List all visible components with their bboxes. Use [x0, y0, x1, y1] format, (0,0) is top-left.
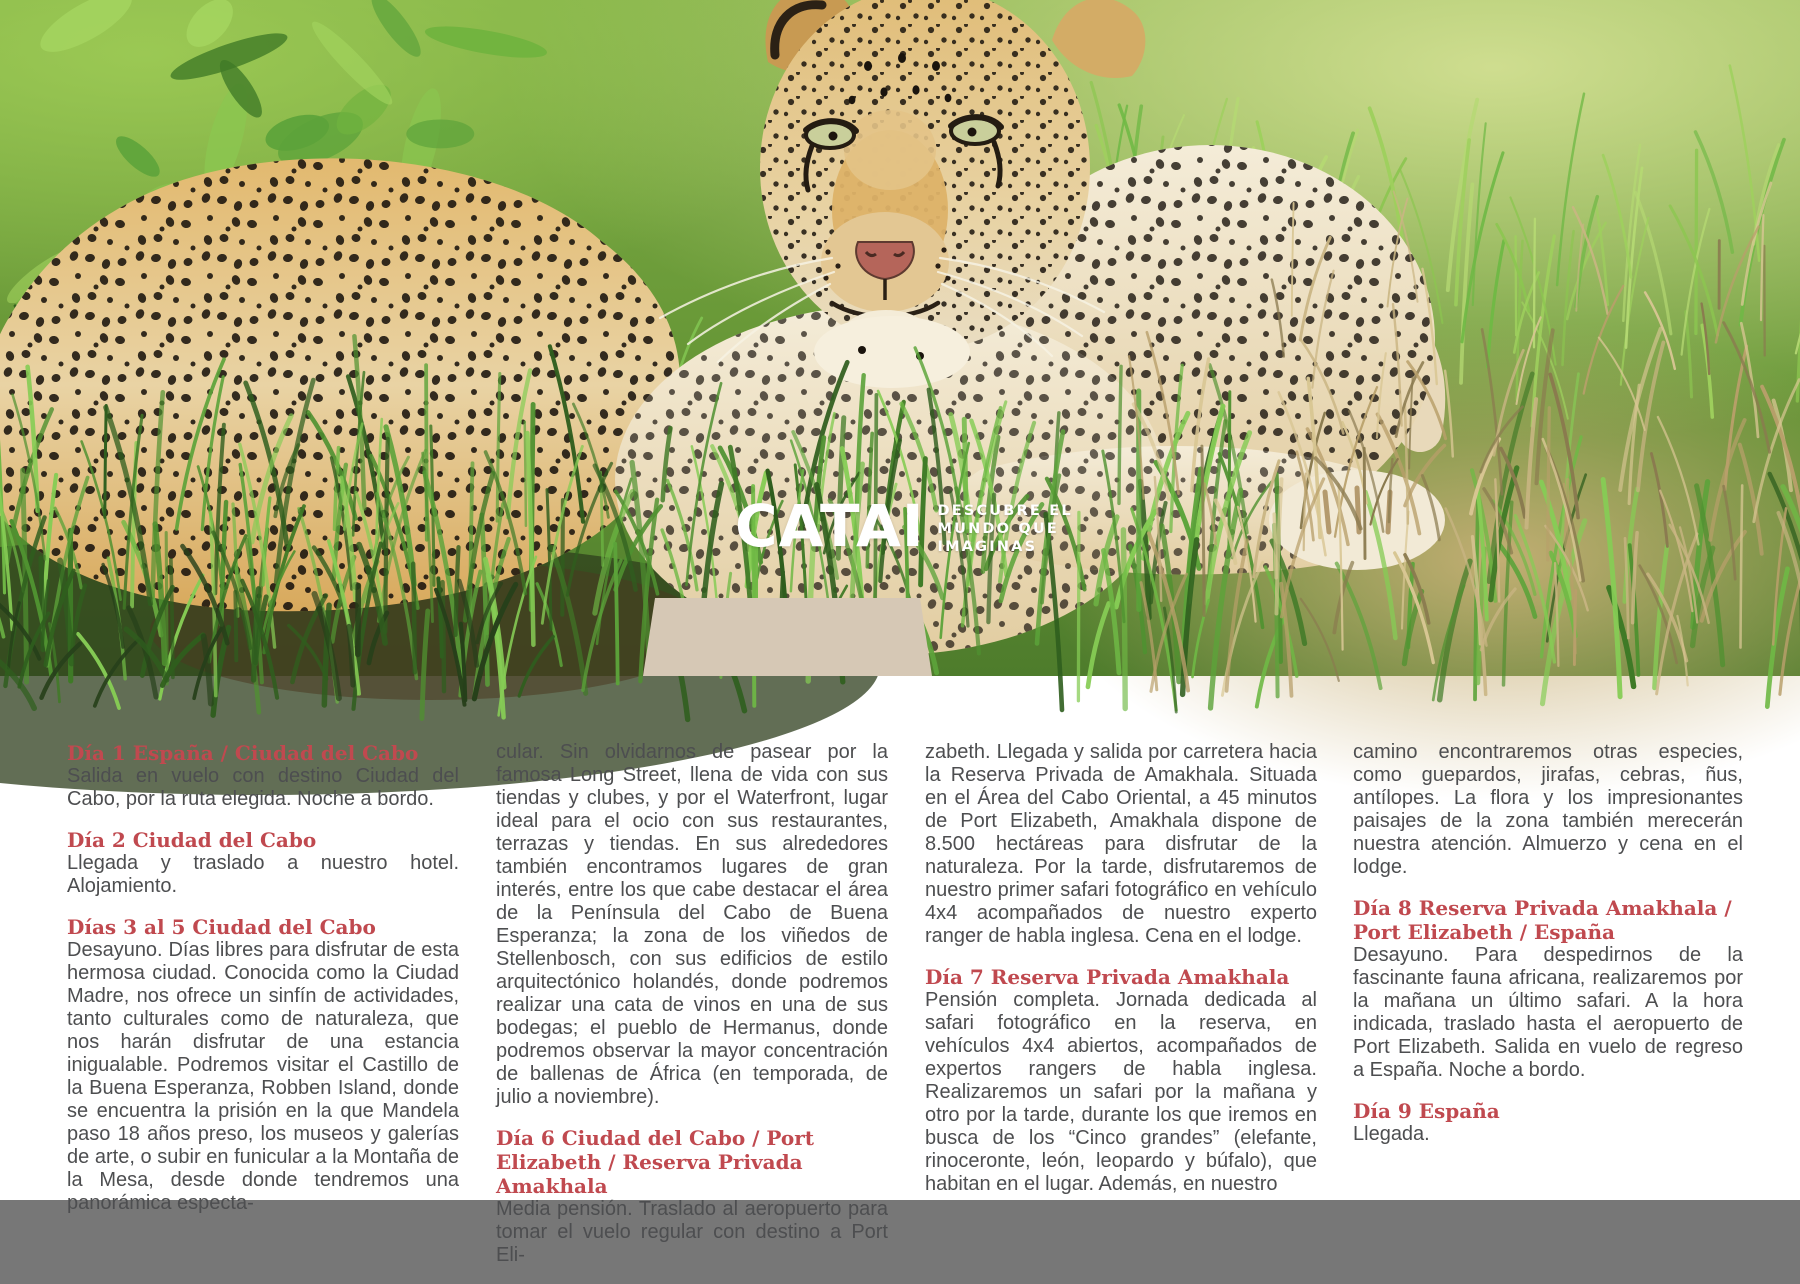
itinerary-column-3	[925, 741, 1317, 1213]
day-block	[67, 741, 459, 811]
day-block	[496, 741, 888, 1109]
day-heading: Día 9 España	[1353, 1099, 1500, 1123]
day-block	[1353, 741, 1743, 879]
day-paragraph: Pensión completa. Jornada dedicada al safari fotográfico en la reserva, en vehículos 4x4 abiertos, acompañados de expertos rangers de habla inglesa. Realizaremos un safari por la mañana y otro por la tarde, durante los que iremos en busca de los “Cinco grandes” (elefante, rinoceronte, león, leopardo y búfalo), que habitan en el lugar. Además, en nuestro	[925, 989, 1317, 1195]
itinerary-column-2	[496, 741, 888, 1284]
day-paragraph: cular. Sin olvidarnos de pasear por la famosa Long Street, llena de vida con sus tiendas y clubes, y por el Waterfront, lugar ideal para el ocio con sus restaurantes, terrazas y tiendas. En sus alrededores también encontramos lugares de gran interés, entre los que cabe destacar el área de la Península del Cabo de Buena Esperanza; la zona de los viñedos de Stellenbosch, con sus edificios de estilo arquitectónico holandés, donde podremos realizar una cata de vinos en una de sus bodegas; el pueblo de Hermanus, donde podremos observar la mayor concentración de ballenas de África (en temporada, de julio a noviembre).	[496, 741, 888, 1108]
day-paragraph: Salida en vuelo con destino Ciudad del Cabo, por la ruta elegida. Noche a bordo.	[67, 765, 459, 810]
day-paragraph: Media pensión. Traslado al aeropuerto para tomar el vuelo regular con destino a Port Eli-	[496, 1198, 888, 1266]
day-heading: Día 7 Reserva Privada Amakhala	[925, 965, 1290, 989]
day-paragraph: Desayuno. Para despedirnos de la fascinante fauna africana, realizaremos por la mañana un último safari. A la hora indicada, traslado hasta el aeropuerto de Port Elizabeth. Salida en vuelo de regreso a España. Noche a bordo.	[1353, 944, 1743, 1081]
day-paragraph: zabeth. Llegada y salida por carretera hacia la Reserva Privada de Amakhala. Situada en el Área del Cabo Oriental, a 45 minutos de Port Elizabeth, Amakhala dispone de 8.500 hectáreas para disfrutar de la naturaleza. Por la tarde, disfrutaremos de nuestro primer safari fotográfico en vehículo 4x4 acompañados de nuestro experto ranger de habla inglesa. Cena en el lodge.	[925, 741, 1317, 947]
day-heading: Día 8 Reserva Privada Amakhala / Port Elizabeth / España	[1353, 896, 1732, 944]
day-heading: Día 1 España / Ciudad del Cabo	[67, 741, 419, 765]
day-block	[1353, 1099, 1743, 1146]
day-block	[925, 965, 1317, 1196]
tagline-line-1: DESCUBRE EL	[937, 503, 1073, 519]
day-paragraph: camino encontraremos otras especies, como guepardos, jirafas, cebras, ñus, antílopes. La flora y los impresionantes paisajes de la zona también merecerán nuestra atención. Almuerzo y cena en el lodge.	[1353, 741, 1743, 878]
day-paragraph: Desayuno. Días libres para disfrutar de esta hermosa ciudad. Conocida como la Ciudad Madre, nos ofrece un sinfín de actividades, tanto culturales como de naturaleza, que nos harán disfrutar de una estancia inigualable. Podremos visitar el Castillo de la Buena Esperanza, Robben Island, donde se encuentra la prisión en la que Mandela paso 18 años preso, los museos y galerías de arte, o subir en funicular a la Montaña de la Mesa, desde donde tendremos una panorámica especta-	[67, 939, 459, 1214]
day-paragraph: Llegada y traslado a nuestro hotel. Alojamiento.	[67, 852, 459, 897]
day-block	[67, 915, 459, 1215]
day-paragraph: Llegada.	[1353, 1123, 1430, 1145]
day-block	[925, 741, 1317, 948]
itinerary-column-4	[1353, 741, 1743, 1163]
day-block	[496, 1126, 888, 1267]
day-block	[1353, 896, 1743, 1082]
day-block	[67, 828, 459, 898]
tagline-line-3: IMAGINAS	[937, 539, 1038, 555]
day-heading: Días 3 al 5 Ciudad del Cabo	[67, 915, 376, 939]
tagline-line-2: MUNDO QUE	[937, 521, 1060, 537]
day-heading: Día 2 Ciudad del Cabo	[67, 828, 317, 852]
pedestal-shape	[643, 598, 932, 676]
brand-tagline	[937, 498, 1072, 556]
brand-wordmark: CATAI	[735, 492, 925, 560]
day-heading: Día 6 Ciudad del Cabo / Port Elizabeth / Reserva Privada Amakhala	[496, 1126, 815, 1198]
itinerary-column-1	[67, 741, 459, 1232]
brand-logo	[735, 492, 1073, 560]
